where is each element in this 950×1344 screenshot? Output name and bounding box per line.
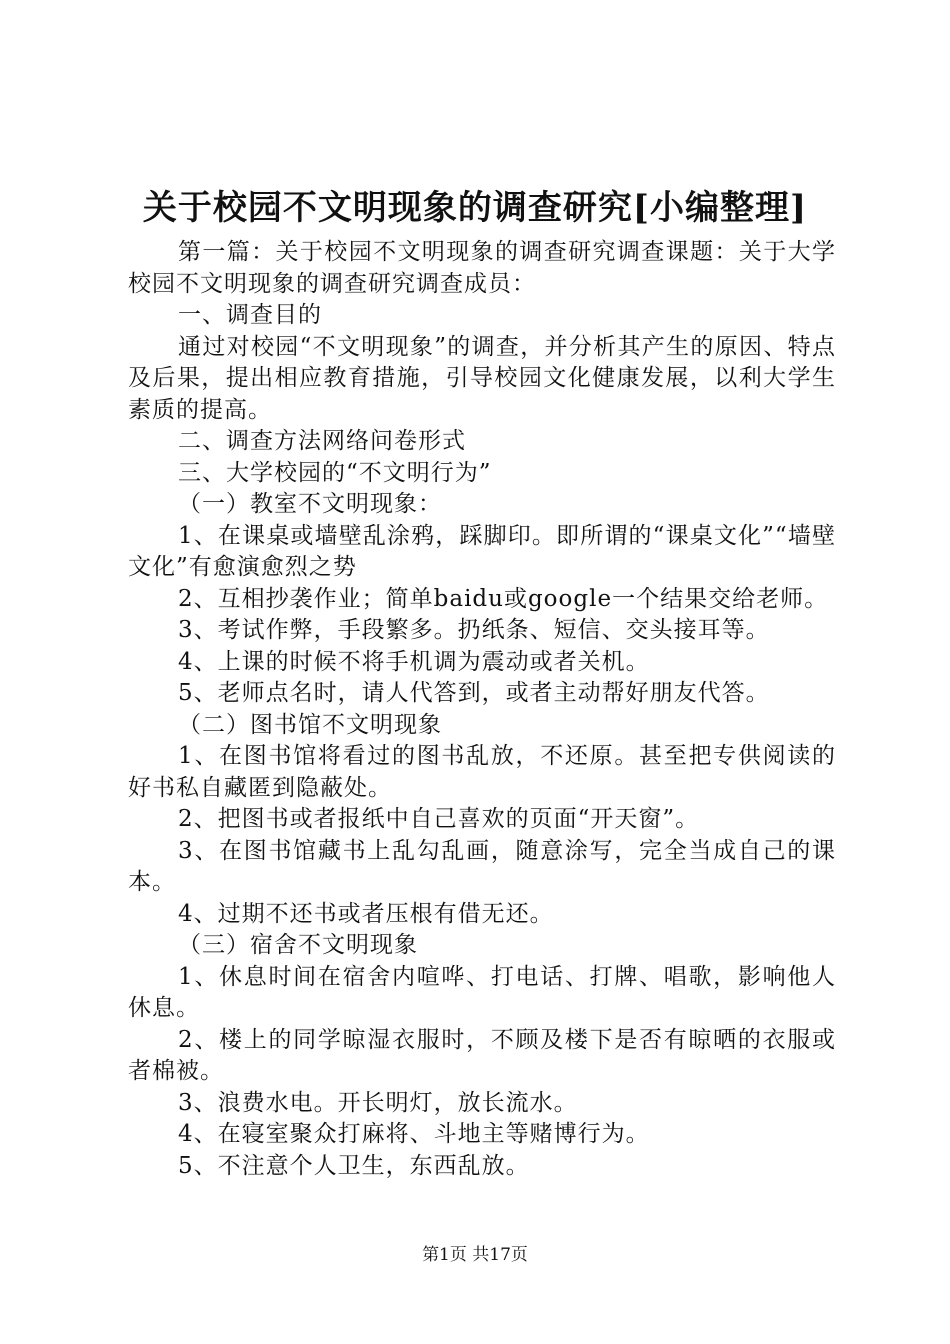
document-body bbox=[128, 237, 836, 1182]
heading-survey-method: 二、调查方法网络问卷形式 bbox=[178, 428, 466, 454]
list-item: 4、过期不还书或者压根有借无还。 bbox=[178, 900, 554, 927]
list-item: 2、把图书或者报纸中自己喜欢的页面“开天窗”。 bbox=[178, 806, 700, 832]
list-item: 4、在寝室聚众打麻将、斗地主等赌博行为。 bbox=[178, 1121, 650, 1147]
heading-survey-purpose: 一、调查目的 bbox=[178, 302, 322, 328]
list-item: 1、在课桌或墙壁乱涂鸦，踩脚印。即所谓的“课桌文化”“墙壁文化”有愈演愈烈之势 bbox=[128, 522, 836, 580]
list-item: 4、上课的时候不将手机调为震动或者关机。 bbox=[178, 648, 650, 675]
list-item: 5、不注意个人卫生，东西乱放。 bbox=[178, 1152, 530, 1179]
subheading-library: （二）图书馆不文明现象 bbox=[178, 711, 442, 738]
document-title: 关于校园不文明现象的调查研究[小编整理] bbox=[142, 188, 808, 228]
list-item: 2、互相抄袭作业；简单baidu或google一个结果交给老师。 bbox=[178, 585, 829, 612]
list-item: 1、休息时间在宿舍内喧哗、打电话、打牌、唱歌，影响他人休息。 bbox=[128, 963, 836, 1021]
list-item: 5、老师点名时，请人代答到，或者主动帮好朋友代答。 bbox=[178, 680, 770, 706]
list-item: 3、在图书馆藏书上乱勾乱画，随意涂写，完全当成自己的课本。 bbox=[128, 837, 836, 895]
list-item: 3、考试作弊，手段繁多。扔纸条、短信、交头接耳等。 bbox=[178, 617, 770, 643]
paragraph-1: 第一篇：关于校园不文明现象的调查研究调查课题：关于大学校园不文明现象的调查研究调查成员： bbox=[128, 239, 836, 297]
paragraph-survey-purpose: 通过对校园“不文明现象”的调查，并分析其产生的原因、特点及后果，提出相应教育措施，引导校园文化健康发展，以利大学生素质的提高。 bbox=[128, 333, 836, 423]
subheading-dormitory: （三）宿舍不文明现象 bbox=[178, 932, 418, 958]
list-item: 3、浪费水电。开长明灯，放长流水。 bbox=[178, 1089, 578, 1116]
list-item: 1、在图书馆将看过的图书乱放，不还原。甚至把专供阅读的好书私自藏匿到隐蔽处。 bbox=[128, 743, 836, 801]
list-item: 2、楼上的同学晾湿衣服时，不顾及楼下是否有晾晒的衣服或者棉被。 bbox=[128, 1026, 836, 1084]
page-number-footer: 第1页 共17页 bbox=[422, 1245, 528, 1265]
heading-uncivilized-behavior: 三、大学校园的“不文明行为” bbox=[178, 459, 492, 486]
subheading-classroom: （一）教室不文明现象： bbox=[178, 491, 442, 517]
